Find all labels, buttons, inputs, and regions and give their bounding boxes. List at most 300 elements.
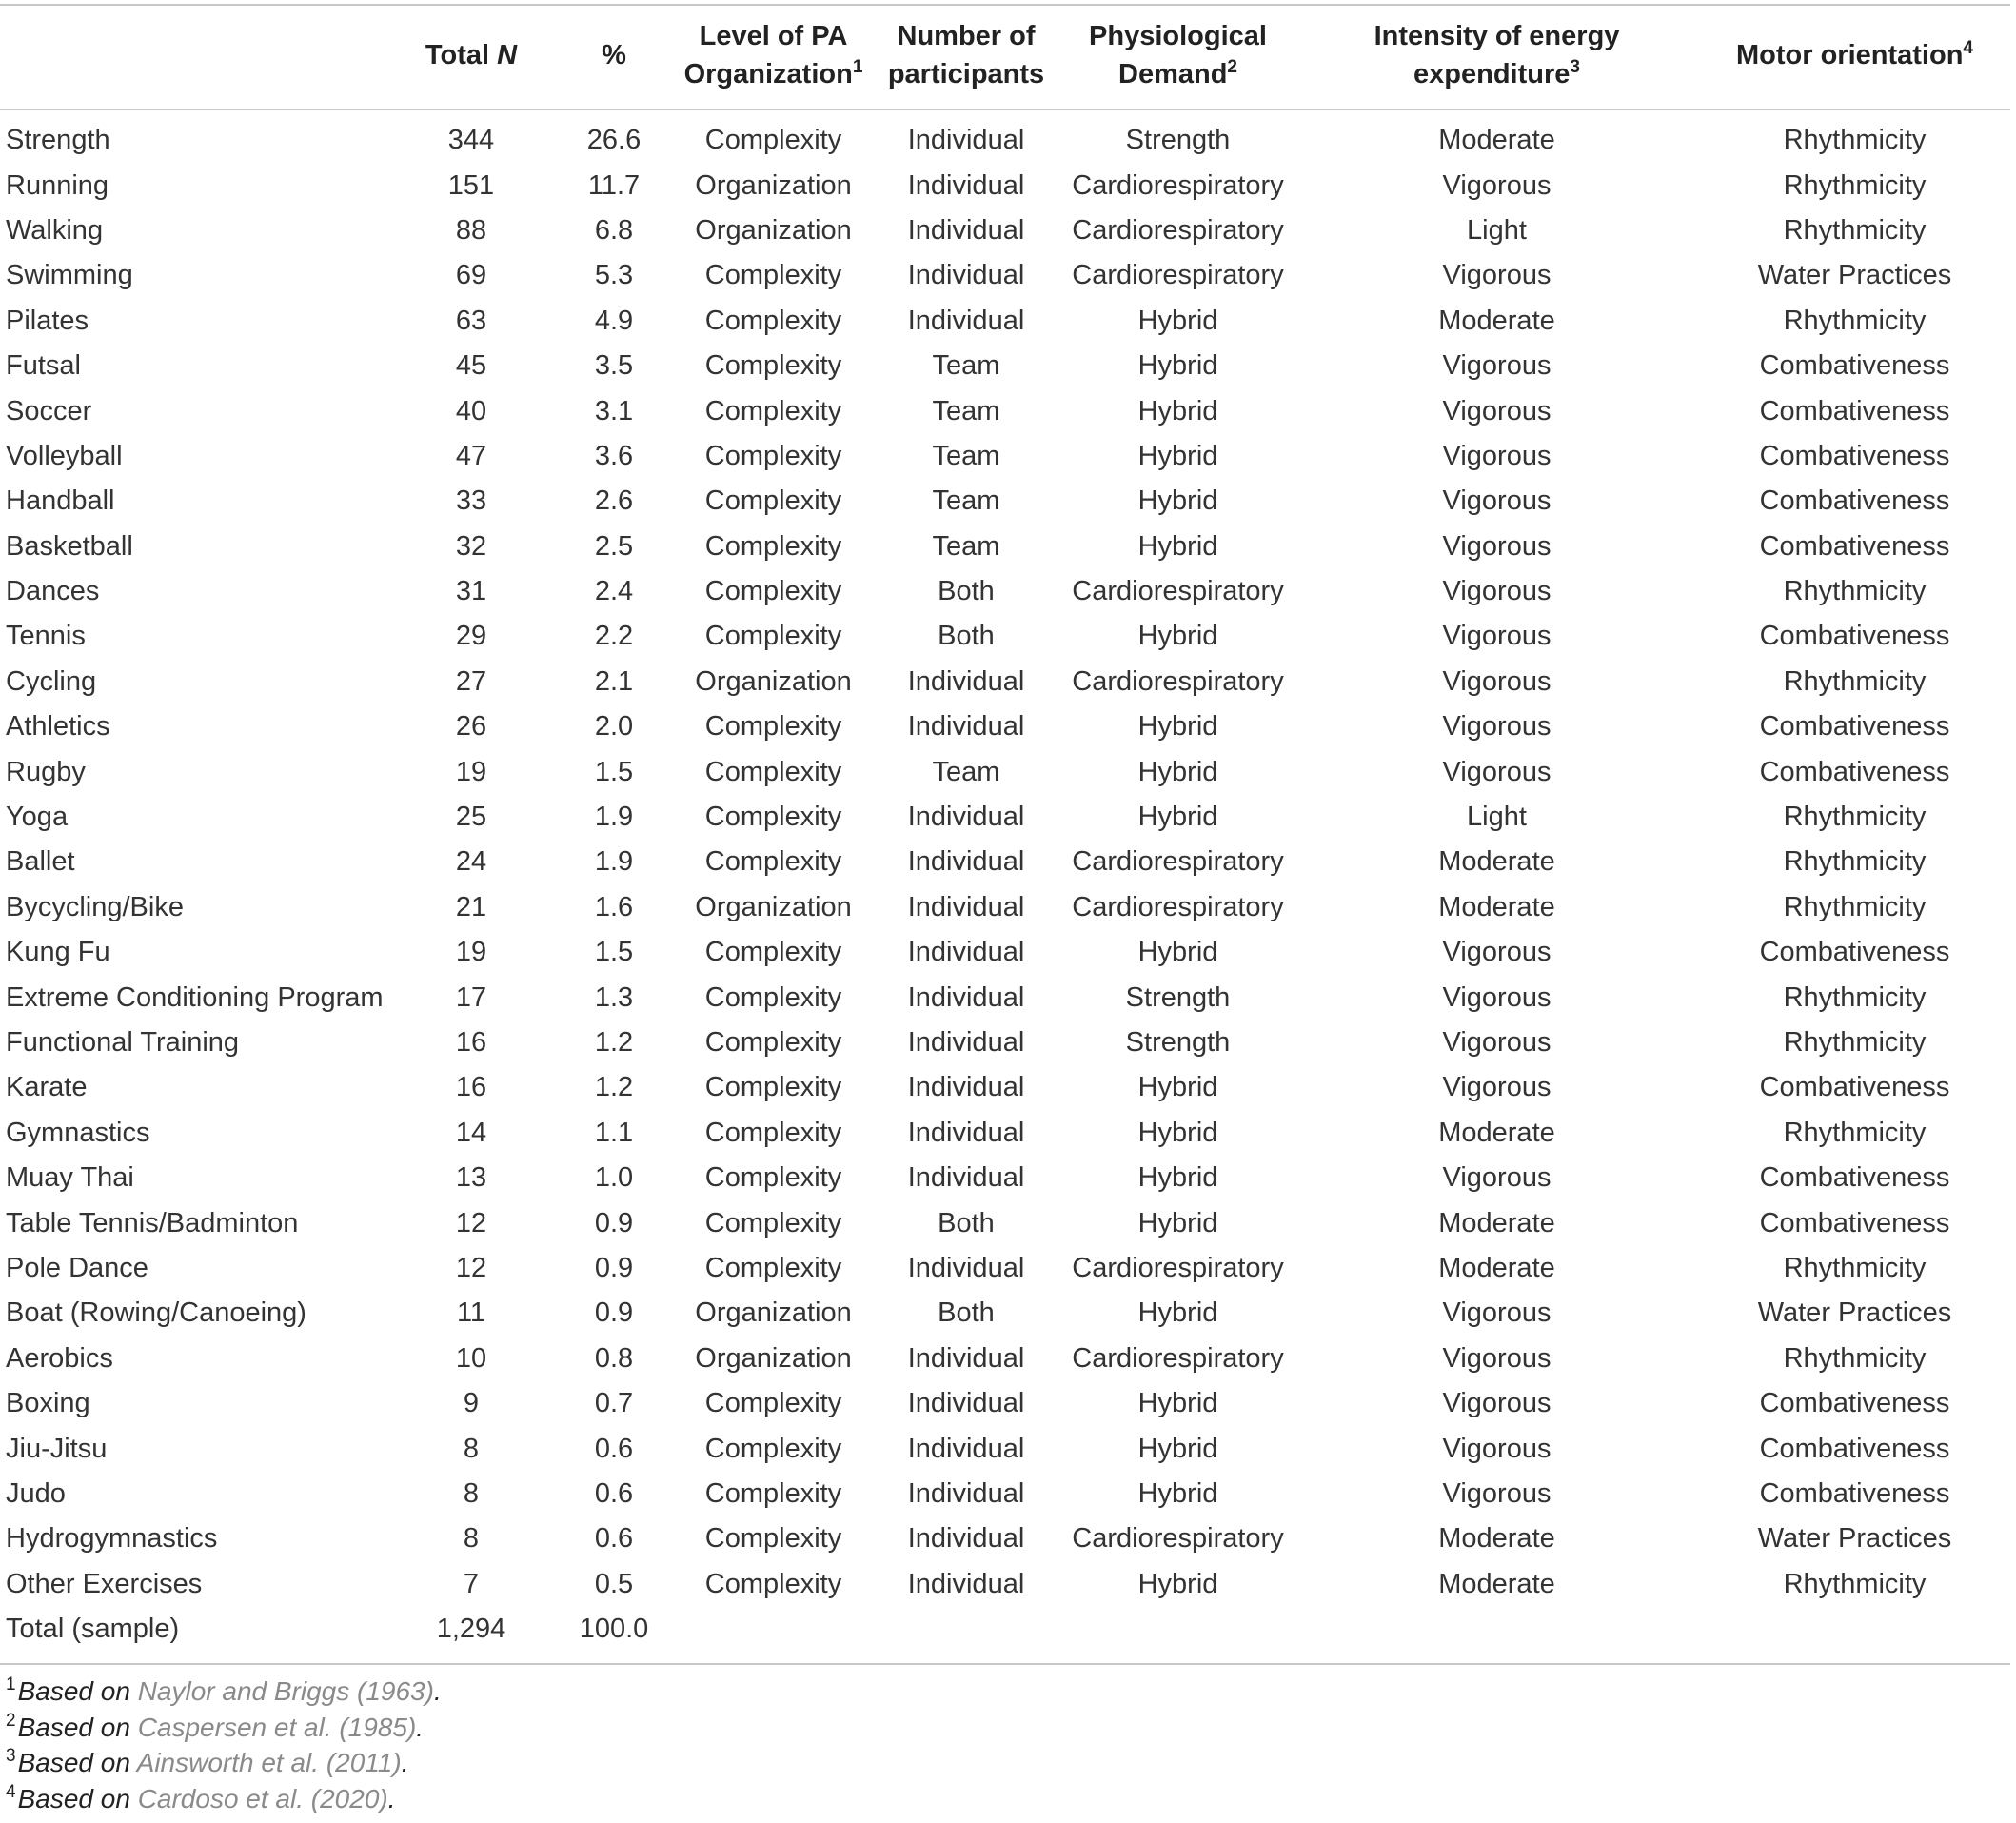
cell-activity: Boat (Rowing/Canoeing) <box>6 1298 306 1329</box>
cell-participants: Individual <box>907 260 1025 291</box>
col-header-percent-label: % <box>602 40 626 70</box>
cell-organization: Complexity <box>704 125 842 156</box>
cell-total-n: 8 <box>463 1477 480 1509</box>
cell-activity: Volleyball <box>6 440 123 471</box>
cell-organization: Complexity <box>704 1388 842 1419</box>
cell-demand: Hybrid <box>1137 1207 1218 1238</box>
table-row <box>0 434 2010 479</box>
cell-participants: Individual <box>907 125 1025 156</box>
cell-activity: Muay Thai <box>6 1162 134 1194</box>
cell-activity: Rugby <box>6 756 86 787</box>
footnote-prefix: Based on <box>17 1676 138 1706</box>
cell-intensity: Vigorous <box>1442 260 1552 291</box>
cell-activity: Karate <box>6 1072 88 1103</box>
cell-percent: 0.6 <box>594 1433 634 1464</box>
cell-activity: Pole Dance <box>6 1252 148 1283</box>
table-row <box>0 110 2010 163</box>
cell-motor: Water Practices <box>1757 1523 1952 1555</box>
cell-demand: Hybrid <box>1137 1072 1218 1103</box>
cell-percent: 1.5 <box>594 756 634 787</box>
col-header-intensity-label: Intensity of energy expenditure <box>1374 21 1620 89</box>
cell-demand: Cardiorespiratory <box>1072 1342 1284 1374</box>
cell-organization: Complexity <box>704 1027 842 1058</box>
cell-motor: Rhythmicity <box>1783 981 1927 1013</box>
cell-total-n: 1,294 <box>436 1614 506 1645</box>
cell-demand: Hybrid <box>1137 711 1218 743</box>
cell-activity: Table Tennis/Badminton <box>6 1207 299 1238</box>
cell-activity: Athletics <box>6 711 110 743</box>
cell-participants: Individual <box>907 711 1025 743</box>
table-row <box>0 614 2010 659</box>
col-header-participants <box>871 0 1061 110</box>
cell-intensity: Vigorous <box>1442 1072 1552 1103</box>
cell-participants: Individual <box>907 214 1025 246</box>
cell-percent: 1.9 <box>594 802 634 833</box>
cell-intensity: Moderate <box>1438 891 1555 922</box>
footnote-marker-4: 4 <box>1963 38 1973 58</box>
cell-motor: Combativeness <box>1759 485 1950 517</box>
cell-total-n: 17 <box>455 981 487 1013</box>
cell-participants: Individual <box>907 1117 1025 1148</box>
cell-organization <box>676 1607 871 1652</box>
cell-demand: Hybrid <box>1137 1388 1218 1419</box>
cell-total-n: 7 <box>463 1568 480 1599</box>
cell-intensity: Moderate <box>1438 1252 1555 1283</box>
table-row <box>0 840 2010 884</box>
cell-percent: 4.9 <box>594 305 634 336</box>
cell-demand: Cardiorespiratory <box>1072 576 1284 607</box>
cell-total-n: 33 <box>455 485 487 517</box>
cell-motor: Combativeness <box>1759 1477 1950 1509</box>
cell-participants: Individual <box>907 665 1025 697</box>
cell-demand: Strength <box>1125 1027 1231 1058</box>
cell-total-n: 19 <box>455 937 487 968</box>
cell-activity: Dances <box>6 576 100 607</box>
cell-organization: Complexity <box>704 1072 842 1103</box>
cell-total-n: 21 <box>455 891 487 922</box>
cell-demand: Cardiorespiratory <box>1072 260 1284 291</box>
table-row <box>0 1200 2010 1245</box>
cell-percent: 0.9 <box>594 1207 634 1238</box>
cell-activity: Hydrogymnastics <box>6 1523 218 1555</box>
cell-demand: Cardiorespiratory <box>1072 169 1284 201</box>
cell-organization: Complexity <box>704 711 842 743</box>
cell-participants: Both <box>938 1207 995 1238</box>
cell-percent: 1.3 <box>594 981 634 1013</box>
cell-participants: Individual <box>907 1433 1025 1464</box>
cell-intensity: Light <box>1467 214 1527 246</box>
cell-participants: Individual <box>907 937 1025 968</box>
cell-percent: 1.2 <box>594 1027 634 1058</box>
cell-intensity: Vigorous <box>1442 1027 1552 1058</box>
cell-intensity: Moderate <box>1438 1117 1555 1148</box>
cell-activity: Handball <box>6 485 115 517</box>
cell-motor: Combativeness <box>1759 711 1950 743</box>
cell-percent: 1.9 <box>594 846 634 878</box>
cell-intensity: Vigorous <box>1442 937 1552 968</box>
cell-total-n: 11 <box>456 1298 486 1329</box>
cell-total-n: 40 <box>455 395 487 426</box>
cell-demand: Cardiorespiratory <box>1072 891 1284 922</box>
cell-organization: Complexity <box>704 1523 842 1555</box>
footnote-marker-1: 1 <box>852 57 863 77</box>
cell-participants: Individual <box>907 1027 1025 1058</box>
footnote-1 <box>6 1674 442 1710</box>
cell-total-n: 13 <box>455 1162 487 1194</box>
cell-participants: Both <box>938 1298 995 1329</box>
cell-organization: Complexity <box>704 350 842 382</box>
col-header-participants-label: Number of participants <box>887 21 1045 89</box>
cell-percent: 5.3 <box>594 260 634 291</box>
cell-total-n: 29 <box>455 621 487 652</box>
col-header-activity <box>0 0 390 110</box>
cell-intensity: Vigorous <box>1442 169 1552 201</box>
cell-motor: Rhythmicity <box>1783 802 1927 833</box>
cell-participants: Both <box>938 576 995 607</box>
cell-motor: Combativeness <box>1759 1433 1950 1464</box>
cell-intensity: Vigorous <box>1442 981 1552 1013</box>
cell-total-n: 24 <box>455 846 487 878</box>
cell-activity: Walking <box>6 214 104 246</box>
cell-participants: Individual <box>907 1252 1025 1283</box>
table-row <box>0 569 2010 614</box>
cell-organization: Complexity <box>704 530 842 562</box>
table-row <box>0 1156 2010 1200</box>
cell-participants: Individual <box>907 846 1025 878</box>
cell-organization: Complexity <box>704 576 842 607</box>
cell-activity: Futsal <box>6 350 81 382</box>
cell-percent: 6.8 <box>594 214 634 246</box>
cell-participants: Team <box>932 395 1000 426</box>
cell-organization: Organization <box>695 169 852 201</box>
cell-motor: Combativeness <box>1759 1388 1950 1419</box>
cell-total-n: 47 <box>455 440 487 471</box>
cell-motor <box>1699 1607 2010 1652</box>
table-row <box>0 479 2010 524</box>
footnote-marker-3: 3 <box>1570 57 1580 77</box>
cell-total-n: 151 <box>447 169 495 201</box>
table-row <box>0 344 2010 388</box>
table-row <box>0 1111 2010 1156</box>
footnote-reference-link[interactable]: Cardoso et al. (2020) <box>137 1783 388 1813</box>
table-row <box>0 1246 2010 1291</box>
cell-percent: 0.7 <box>594 1388 634 1419</box>
cell-percent: 0.8 <box>594 1342 634 1374</box>
cell-percent: 2.6 <box>594 485 634 517</box>
footnotes <box>6 1674 442 1816</box>
col-header-intensity <box>1295 0 1699 110</box>
cell-activity: Total (sample) <box>6 1614 180 1645</box>
cell-intensity: Vigorous <box>1442 530 1552 562</box>
cell-intensity: Vigorous <box>1442 1162 1552 1194</box>
table-row <box>0 975 2010 1020</box>
cell-motor: Water Practices <box>1757 1298 1952 1329</box>
cell-demand: Cardiorespiratory <box>1072 214 1284 246</box>
cell-activity: Cycling <box>6 665 97 697</box>
cell-total-n: 32 <box>455 530 487 562</box>
table-row <box>0 1020 2010 1065</box>
cell-activity: Tennis <box>6 621 86 652</box>
footnote-number: 4 <box>6 1781 16 1802</box>
footnote-prefix: Based on <box>17 1712 138 1742</box>
cell-percent: 1.1 <box>594 1117 634 1148</box>
footnote-reference-link[interactable]: Ainsworth et al. (2011) <box>136 1748 402 1777</box>
cell-participants: Individual <box>907 1568 1025 1599</box>
footnote-prefix: Based on <box>17 1748 137 1777</box>
cell-percent: 11.7 <box>587 169 641 201</box>
cell-demand: Hybrid <box>1137 1477 1218 1509</box>
cell-motor: Combativeness <box>1759 530 1950 562</box>
cell-intensity: Vigorous <box>1442 621 1552 652</box>
footnote-marker-2: 2 <box>1227 57 1237 77</box>
cell-activity: Yoga <box>6 802 69 833</box>
cell-intensity: Vigorous <box>1442 576 1552 607</box>
cell-total-n: 45 <box>455 350 487 382</box>
cell-percent: 100.0 <box>579 1614 649 1645</box>
bottom-rule <box>0 1663 2010 1665</box>
cell-intensity: Vigorous <box>1442 440 1552 471</box>
cell-participants: Individual <box>907 1477 1025 1509</box>
cell-intensity: Vigorous <box>1442 1388 1552 1419</box>
cell-activity: Aerobics <box>6 1342 113 1374</box>
cell-demand: Hybrid <box>1137 305 1218 336</box>
cell-intensity: Moderate <box>1438 1523 1555 1555</box>
cell-demand: Hybrid <box>1137 1162 1218 1194</box>
footnote-number: 3 <box>6 1746 16 1766</box>
footnote-prefix: Based on <box>17 1783 138 1813</box>
cell-intensity: Vigorous <box>1442 1433 1552 1464</box>
cell-organization: Complexity <box>704 305 842 336</box>
cell-total-n: 19 <box>455 756 487 787</box>
cell-demand: Hybrid <box>1137 350 1218 382</box>
cell-participants: Individual <box>907 1072 1025 1103</box>
col-header-percent <box>552 0 676 110</box>
cell-demand: Hybrid <box>1137 485 1218 517</box>
cell-intensity: Moderate <box>1438 846 1555 878</box>
cell-organization: Organization <box>695 214 852 246</box>
cell-demand: Cardiorespiratory <box>1072 665 1284 697</box>
cell-total-n: 14 <box>455 1117 487 1148</box>
cell-organization: Complexity <box>704 1477 842 1509</box>
cell-percent: 1.0 <box>594 1162 634 1194</box>
table-row <box>0 1337 2010 1381</box>
cell-participants: Team <box>932 756 1000 787</box>
table-row <box>0 1472 2010 1516</box>
cell-organization: Complexity <box>704 981 842 1013</box>
cell-percent: 2.5 <box>594 530 634 562</box>
cell-organization: Organization <box>695 1342 852 1374</box>
cell-activity: Extreme Conditioning Program <box>6 981 384 1013</box>
table-row <box>0 163 2010 208</box>
table-row <box>0 253 2010 298</box>
cell-motor: Rhythmicity <box>1783 1117 1927 1148</box>
cell-motor: Rhythmicity <box>1783 1342 1927 1374</box>
cell-motor: Rhythmicity <box>1783 1252 1927 1283</box>
cell-demand: Hybrid <box>1137 802 1218 833</box>
cell-organization: Complexity <box>704 395 842 426</box>
cell-activity: Functional Training <box>6 1027 240 1058</box>
footnote-3 <box>6 1745 442 1781</box>
cell-percent: 0.6 <box>594 1477 634 1509</box>
table-row <box>0 660 2010 704</box>
col-header-total-n-label: Total N <box>425 40 518 70</box>
cell-activity: Swimming <box>6 260 133 291</box>
cell-total-n: 26 <box>455 711 487 743</box>
cell-organization: Complexity <box>704 1433 842 1464</box>
cell-motor: Rhythmicity <box>1783 576 1927 607</box>
cell-demand: Hybrid <box>1137 621 1218 652</box>
cell-motor: Rhythmicity <box>1783 1568 1927 1599</box>
cell-intensity: Vigorous <box>1442 665 1552 697</box>
cell-percent: 2.4 <box>594 576 634 607</box>
cell-participants: Individual <box>907 1342 1025 1374</box>
table-row <box>0 525 2010 569</box>
table-row <box>0 1426 2010 1471</box>
cell-motor: Combativeness <box>1759 1207 1950 1238</box>
cell-intensity: Vigorous <box>1442 711 1552 743</box>
cell-intensity: Moderate <box>1438 1207 1555 1238</box>
col-header-demand-label: Physiological Demand <box>1089 21 1267 89</box>
cell-demand: Strength <box>1125 981 1231 1013</box>
cell-total-n: 12 <box>455 1207 487 1238</box>
cell-participants: Team <box>932 530 1000 562</box>
cell-activity: Strength <box>6 125 110 156</box>
cell-participants: Individual <box>907 1388 1025 1419</box>
col-header-motor <box>1699 0 2010 110</box>
cell-demand: Cardiorespiratory <box>1072 846 1284 878</box>
cell-organization: Complexity <box>704 1207 842 1238</box>
cell-demand: Hybrid <box>1137 1433 1218 1464</box>
cell-percent: 3.5 <box>594 350 634 382</box>
cell-total-n: 16 <box>455 1072 487 1103</box>
footnote-number: 1 <box>6 1674 16 1694</box>
cell-activity: Ballet <box>6 846 75 878</box>
cell-total-n: 8 <box>463 1523 480 1555</box>
cell-demand: Hybrid <box>1137 395 1218 426</box>
cell-participants: Individual <box>907 891 1025 922</box>
cell-total-n: 88 <box>455 214 487 246</box>
cell-organization: Complexity <box>704 621 842 652</box>
col-header-organization-label: Level of PA Organization <box>683 21 853 89</box>
cell-percent: 0.6 <box>594 1523 634 1555</box>
col-header-organization <box>676 0 871 110</box>
footnote-4 <box>6 1781 442 1817</box>
cell-motor: Combativeness <box>1759 621 1950 652</box>
table-row <box>0 299 2010 344</box>
table-row <box>0 1516 2010 1561</box>
cell-organization: Complexity <box>704 1117 842 1148</box>
cell-participants: Individual <box>907 802 1025 833</box>
cell-organization: Organization <box>695 1298 852 1329</box>
cell-intensity: Light <box>1467 802 1527 833</box>
cell-organization: Complexity <box>704 485 842 517</box>
table-row <box>0 930 2010 975</box>
table-row <box>0 1381 2010 1426</box>
cell-intensity: Vigorous <box>1442 1477 1552 1509</box>
footnote-reference-link[interactable]: Caspersen et al. (1985) <box>137 1712 417 1742</box>
cell-participants: Individual <box>907 1523 1025 1555</box>
cell-motor: Combativeness <box>1759 937 1950 968</box>
cell-percent: 1.5 <box>594 937 634 968</box>
cell-demand: Hybrid <box>1137 1568 1218 1599</box>
cell-motor: Combativeness <box>1759 1162 1950 1194</box>
cell-organization: Complexity <box>704 1568 842 1599</box>
cell-demand: Hybrid <box>1137 756 1218 787</box>
cell-total-n: 25 <box>455 802 487 833</box>
cell-organization: Complexity <box>704 440 842 471</box>
cell-motor: Rhythmicity <box>1783 214 1927 246</box>
cell-demand: Hybrid <box>1137 937 1218 968</box>
cell-total-n: 16 <box>455 1027 487 1058</box>
cell-activity: Kung Fu <box>6 937 110 968</box>
cell-percent: 3.1 <box>594 395 634 426</box>
table-row <box>0 1291 2010 1336</box>
cell-total-n: 344 <box>447 125 495 156</box>
cell-organization: Complexity <box>704 756 842 787</box>
cell-organization: Complexity <box>704 1162 842 1194</box>
table-row <box>0 1562 2010 1607</box>
cell-percent: 3.6 <box>594 440 634 471</box>
footnote-suffix: . <box>387 1783 396 1813</box>
cell-participants: Team <box>932 485 1000 517</box>
cell-organization: Complexity <box>704 846 842 878</box>
table-row <box>0 388 2010 433</box>
cell-participants: Individual <box>907 1162 1025 1194</box>
cell-motor: Combativeness <box>1759 756 1950 787</box>
cell-participants: Both <box>938 621 995 652</box>
cell-percent: 2.0 <box>594 711 634 743</box>
table-row <box>0 1065 2010 1110</box>
cell-activity: Judo <box>6 1477 66 1509</box>
cell-participants: Individual <box>907 981 1025 1013</box>
cell-participants <box>871 1607 1061 1652</box>
cell-motor: Rhythmicity <box>1783 891 1927 922</box>
col-header-motor-label: Motor orientation <box>1736 40 1964 70</box>
cell-total-n: 31 <box>455 576 487 607</box>
cell-intensity: Vigorous <box>1442 1298 1552 1329</box>
footnote-reference-link[interactable]: Naylor and Briggs (1963) <box>137 1676 434 1706</box>
footnote-number: 2 <box>6 1710 16 1731</box>
cell-motor: Water Practices <box>1757 260 1952 291</box>
cell-percent: 2.2 <box>594 621 634 652</box>
cell-demand: Hybrid <box>1137 530 1218 562</box>
cell-percent: 1.2 <box>594 1072 634 1103</box>
cell-activity: Gymnastics <box>6 1117 150 1148</box>
cell-motor: Rhythmicity <box>1783 169 1927 201</box>
footnote-suffix: . <box>416 1712 425 1742</box>
cell-intensity: Vigorous <box>1442 395 1552 426</box>
cell-motor: Combativeness <box>1759 440 1950 471</box>
cell-activity: Other Exercises <box>6 1568 203 1599</box>
cell-demand: Cardiorespiratory <box>1072 1523 1284 1555</box>
cell-organization: Organization <box>695 891 852 922</box>
cell-motor: Rhythmicity <box>1783 305 1927 336</box>
col-header-total-n <box>390 0 552 110</box>
cell-organization: Complexity <box>704 1252 842 1283</box>
cell-demand: Hybrid <box>1137 440 1218 471</box>
cell-percent: 2.1 <box>594 665 634 697</box>
cell-percent: 0.5 <box>594 1568 634 1599</box>
cell-demand: Hybrid <box>1137 1117 1218 1148</box>
header-row <box>0 0 2010 110</box>
table-row <box>0 1607 2010 1652</box>
cell-organization: Organization <box>695 665 852 697</box>
cell-intensity: Moderate <box>1438 305 1555 336</box>
cell-total-n: 27 <box>455 665 487 697</box>
cell-organization: Complexity <box>704 802 842 833</box>
cell-percent: 0.9 <box>594 1252 634 1283</box>
table-body <box>0 110 2010 1652</box>
